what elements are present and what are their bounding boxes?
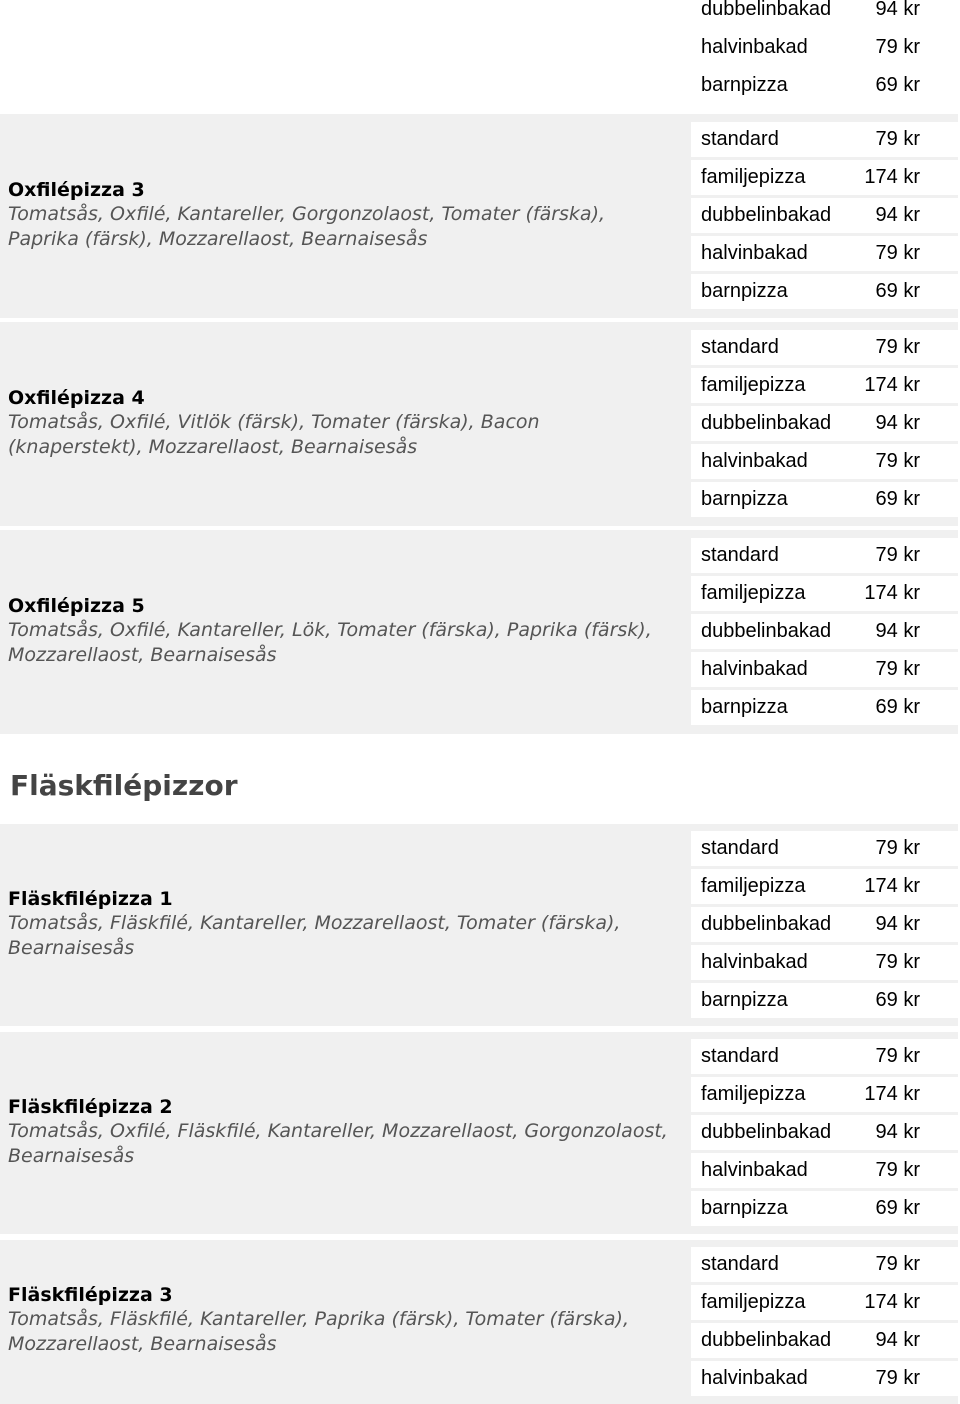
price-label: barnpizza (701, 696, 788, 718)
price-label: barnpizza (701, 1197, 788, 1219)
price-value: 174 kr (864, 1291, 920, 1313)
price-value: 79 kr (875, 658, 920, 680)
price-value: 79 kr (875, 951, 920, 973)
price-label: familjepizza (701, 582, 806, 604)
price-row (691, 1077, 958, 1112)
price-value: 69 kr (875, 989, 920, 1011)
pizza-description: Tomatsås, Oxfilé, Kantareller, Lök, Tomater (färska), Paprika (färsk), Mozzarellaost, Bearnaisesås (8, 619, 652, 666)
price-value: 79 kr (875, 36, 920, 58)
price-value: 79 kr (875, 128, 920, 150)
price-list (691, 1039, 958, 1229)
price-label: dubbelinbakad (701, 1329, 832, 1351)
menu-item-info (8, 887, 678, 961)
price-label: barnpizza (701, 280, 788, 302)
price-list (691, 1247, 958, 1399)
price-label: dubbelinbakad (701, 412, 832, 434)
price-label: familjepizza (701, 166, 806, 188)
price-label: dubbelinbakad (701, 0, 832, 20)
price-row (691, 0, 958, 27)
menu-item-info (8, 386, 678, 460)
pizza-name: Oxfilépizza 4 (8, 387, 145, 409)
price-row (691, 198, 958, 233)
price-row (691, 330, 958, 365)
price-list (691, 538, 958, 728)
menu-item-info (8, 594, 678, 668)
price-label: standard (701, 336, 779, 358)
price-row (691, 122, 958, 157)
price-row (691, 406, 958, 441)
price-row (691, 1115, 958, 1150)
price-label: dubbelinbakad (701, 913, 832, 935)
price-value: 79 kr (875, 837, 920, 859)
price-label: dubbelinbakad (701, 620, 832, 642)
price-row (691, 614, 958, 649)
price-value: 174 kr (864, 875, 920, 897)
price-row (691, 160, 958, 195)
menu-item-info (8, 1095, 678, 1169)
price-row (691, 1361, 958, 1396)
price-value: 79 kr (875, 242, 920, 264)
price-row (691, 274, 958, 309)
price-label: dubbelinbakad (701, 204, 832, 226)
price-row (691, 444, 958, 479)
price-value: 69 kr (875, 74, 920, 96)
price-list-top-partial (691, 0, 958, 106)
price-value: 94 kr (875, 204, 920, 226)
price-label: halvinbakad (701, 658, 808, 680)
price-value: 174 kr (864, 1083, 920, 1105)
price-row (691, 482, 958, 517)
price-value: 79 kr (875, 450, 920, 472)
pizza-name: Oxfilépizza 3 (8, 179, 145, 201)
price-row (691, 68, 958, 103)
price-value: 69 kr (875, 1197, 920, 1219)
pizza-description: Tomatsås, Oxfilé, Vitlök (färsk), Tomater (färska), Bacon (knaperstekt), Mozzarellaost, Bearnaisesås (8, 411, 540, 458)
price-row (691, 1191, 958, 1226)
price-value: 69 kr (875, 280, 920, 302)
price-value: 69 kr (875, 488, 920, 510)
price-value: 69 kr (875, 696, 920, 718)
price-row (691, 1285, 958, 1320)
pizza-name: Fläskfilépizza 3 (8, 1284, 173, 1306)
price-label: familjepizza (701, 1083, 806, 1105)
menu-item-info (8, 1283, 678, 1357)
price-label: halvinbakad (701, 951, 808, 973)
price-value: 79 kr (875, 1159, 920, 1181)
price-value: 79 kr (875, 1367, 920, 1389)
price-row (691, 368, 958, 403)
pizza-description: Tomatsås, Fläskfilé, Kantareller, Paprika (färsk), Tomater (färska), Mozzarellaost, Bearnaisesås (8, 1308, 629, 1355)
pizza-name: Fläskfilépizza 2 (8, 1096, 173, 1118)
price-label: standard (701, 128, 779, 150)
price-value: 174 kr (864, 582, 920, 604)
price-label: standard (701, 1253, 779, 1275)
price-row (691, 869, 958, 904)
pizza-name: Fläskfilépizza 1 (8, 888, 173, 910)
price-label: halvinbakad (701, 1367, 808, 1389)
price-value: 79 kr (875, 1045, 920, 1067)
price-row (691, 1153, 958, 1188)
price-row (691, 236, 958, 271)
price-label: standard (701, 837, 779, 859)
pizza-description: Tomatsås, Oxfilé, Kantareller, Gorgonzolaost, Tomater (färska), Paprika (färsk), Mozzarellaost, Bearnaisesås (8, 203, 606, 250)
pizza-name: Oxfilépizza 5 (8, 595, 145, 617)
price-label: halvinbakad (701, 242, 808, 264)
price-value: 79 kr (875, 544, 920, 566)
price-row (691, 652, 958, 687)
price-value: 174 kr (864, 166, 920, 188)
price-row (691, 1247, 958, 1282)
price-value: 94 kr (875, 0, 920, 20)
price-label: barnpizza (701, 74, 788, 96)
pizza-description: Tomatsås, Fläskfilé, Kantareller, Mozzarellaost, Tomater (färska), Bearnaisesås (8, 912, 621, 959)
price-value: 79 kr (875, 336, 920, 358)
price-label: familjepizza (701, 374, 806, 396)
price-label: halvinbakad (701, 36, 808, 58)
price-list (691, 122, 958, 312)
price-label: barnpizza (701, 989, 788, 1011)
price-label: barnpizza (701, 488, 788, 510)
price-list (691, 831, 958, 1021)
price-value: 94 kr (875, 913, 920, 935)
price-value: 94 kr (875, 412, 920, 434)
price-label: dubbelinbakad (701, 1121, 832, 1143)
price-row (691, 1039, 958, 1074)
price-row (691, 1323, 958, 1358)
price-label: familjepizza (701, 1291, 806, 1313)
price-value: 94 kr (875, 620, 920, 642)
price-row (691, 690, 958, 725)
price-value: 94 kr (875, 1329, 920, 1351)
price-row (691, 907, 958, 942)
price-row (691, 983, 958, 1018)
price-label: standard (701, 544, 779, 566)
price-row (691, 945, 958, 980)
menu-item-info (8, 178, 678, 252)
price-label: standard (701, 1045, 779, 1067)
price-value: 174 kr (864, 374, 920, 396)
price-label: halvinbakad (701, 1159, 808, 1181)
price-row (691, 538, 958, 573)
pizza-description: Tomatsås, Oxfilé, Fläskfilé, Kantareller, Mozzarellaost, Gorgonzolaost, Bearnaisesås (8, 1120, 668, 1167)
price-value: 79 kr (875, 1253, 920, 1275)
price-label: familjepizza (701, 875, 806, 897)
price-value: 94 kr (875, 1121, 920, 1143)
price-list (691, 330, 958, 520)
price-label: halvinbakad (701, 450, 808, 472)
section-heading: Fläskfilépizzor (10, 769, 238, 802)
price-row (691, 30, 958, 65)
price-row (691, 576, 958, 611)
price-row (691, 831, 958, 866)
